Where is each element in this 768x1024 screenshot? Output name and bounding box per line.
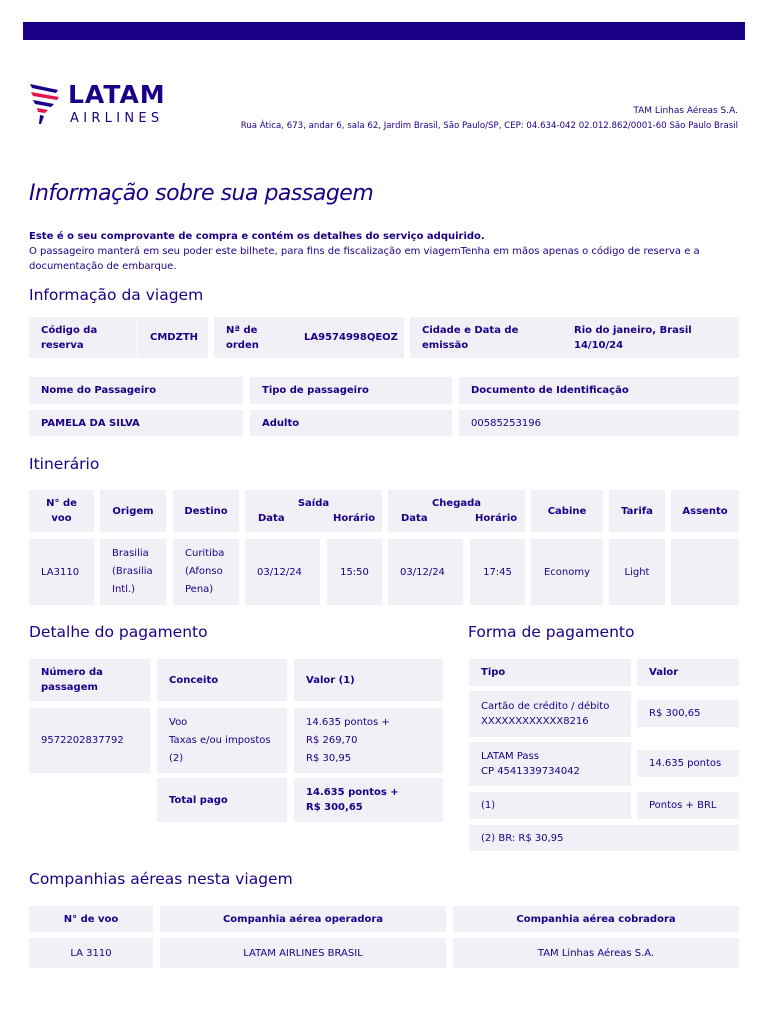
itin-header-arrival	[388, 490, 525, 532]
reservation-code-label: Código da reserva	[29, 317, 137, 358]
payment-header-concept: Conceito	[157, 659, 287, 701]
airlines-heading: Companhias aéreas nesta viagem	[29, 870, 293, 888]
total-paid-label: Total pago	[157, 778, 287, 822]
value-line-2: R$ 269,70	[306, 734, 358, 746]
card-type-line-2: XXXXXXXXXXXX8216	[481, 716, 589, 727]
note-1-value: Pontos + BRL	[637, 792, 739, 819]
arrival-date-label: Data	[401, 513, 428, 524]
passenger-name-value: PAMELA DA SILVA	[29, 410, 243, 436]
logo-latam-text: LATAM	[68, 80, 166, 109]
airlines-flight-value: LA 3110	[29, 938, 153, 968]
payment-form-header-type: Tipo	[469, 659, 631, 686]
reservation-code-value: CMDZTH	[138, 317, 208, 358]
airlines-header-carrier: Companhia aérea cobradora	[453, 906, 739, 932]
latam-pass-line-2: CP 4541339734042	[481, 766, 580, 777]
company-info	[241, 104, 738, 134]
card-type	[469, 691, 631, 737]
departure-date-label: Data	[258, 513, 285, 524]
intro-body: O passageiro manterá em seu poder este bilhete, para fins de fiscalização em viagemTenha em mãos apenas o código de reserva e a documentação de embarque.	[29, 246, 700, 272]
airlines-operator-value: LATAM AIRLINES BRASIL	[160, 938, 446, 968]
issue-date: 14/10/24	[574, 339, 624, 351]
passenger-type-label: Tipo de passageiro	[250, 377, 452, 404]
note-1-type: (1)	[469, 792, 631, 819]
airlines-header-flight: N° de voo	[29, 906, 153, 932]
company-name: TAM Linhas Aéreas S.A.	[633, 106, 738, 116]
total-line-2: R$ 300,65	[306, 802, 363, 813]
payment-header-ticket: Número da passagem	[29, 659, 150, 701]
arrival-time-label: Horário	[475, 513, 518, 524]
card-type-line-1: Cartão de crédito / débito	[481, 701, 610, 712]
itin-flight-value: LA3110	[29, 539, 94, 605]
order-value: LA9574998QEOZ	[292, 317, 404, 358]
trip-heading: Informação da viagem	[29, 286, 204, 304]
total-paid-value	[294, 778, 443, 822]
itin-header-departure	[245, 490, 382, 532]
concept-flight: Voo	[169, 716, 188, 728]
itin-cabin-value: Economy	[531, 539, 603, 605]
note-2: (2) BR: R$ 30,95	[469, 825, 739, 851]
itin-header-origin: Origem	[100, 490, 166, 532]
departure-time-label: Horário	[333, 513, 376, 524]
issue-city: Rio do janeiro, Brasil	[574, 324, 692, 336]
latam-bird-icon	[28, 80, 64, 128]
airlines-header-operator: Companhia aérea operadora	[160, 906, 446, 932]
itin-seat-value	[671, 539, 739, 605]
itin-header-seat: Assento	[671, 490, 739, 532]
itin-arr-time-value: 17:45	[470, 539, 525, 605]
value-line-1: 14.635 pontos +	[306, 716, 390, 728]
card-value: R$ 300,65	[637, 700, 739, 727]
issue-label: Cidade e Data de emissão	[410, 317, 562, 358]
page-title: Informação sobre sua passagem	[29, 181, 374, 206]
top-bar	[23, 22, 745, 40]
total-line-1: 14.635 pontos +	[306, 787, 399, 798]
itin-origin-value: Brasilia (Brasilia Intl.)	[100, 539, 166, 605]
intro-bold: Este é o seu comprovante de compra e contém os detalhes do serviço adquirido.	[29, 231, 485, 242]
itin-fare-value: Light	[609, 539, 665, 605]
airlines-carrier-value: TAM Linhas Aéreas S.A.	[453, 938, 739, 968]
payment-header-value: Valor (1)	[294, 659, 443, 701]
passenger-doc-label: Documento de Identificação	[459, 377, 739, 404]
itin-destination-value: Curitiba (Afonso Pena)	[173, 539, 239, 605]
logo-airlines-text: AIRLINES	[70, 111, 164, 126]
payment-form-heading: Forma de pagamento	[468, 623, 635, 641]
latam-logo	[28, 80, 198, 128]
concept-taxes: Taxas e/ou impostos (2)	[169, 734, 271, 764]
payment-concept-value	[157, 708, 287, 773]
departure-label: Saída	[297, 498, 330, 509]
payment-form-header-value: Valor	[637, 659, 739, 686]
itin-header-fare: Tarifa	[609, 490, 665, 532]
itin-header-destination: Destino	[173, 490, 239, 532]
itinerary-heading: Itinerário	[29, 455, 100, 473]
company-address: Rua Ática, 673, andar 6, sala 62, Jardim Brasil, São Paulo/SP, CEP: 04.634-042 02.012.862/0001-60 São Paulo Brasil	[240, 121, 738, 131]
latam-pass-type	[469, 742, 631, 786]
itin-dep-date-value: 03/12/24	[245, 539, 320, 605]
value-line-3: R$ 30,95	[306, 752, 352, 764]
itin-arr-date-value: 03/12/24	[388, 539, 463, 605]
itin-header-flight: N° de voo	[29, 490, 94, 532]
latam-pass-value: 14.635 pontos	[637, 750, 739, 777]
itin-dep-time-value: 15:50	[327, 539, 382, 605]
order-label: Nª de orden	[214, 317, 292, 358]
payment-detail-heading: Detalhe do pagamento	[29, 623, 208, 641]
passenger-type-value: Adulto	[250, 410, 452, 436]
arrival-label: Chegada	[431, 498, 482, 509]
passenger-doc-value: 00585253196	[459, 410, 739, 436]
payment-value-value	[294, 708, 443, 773]
itin-header-cabin: Cabine	[531, 490, 603, 532]
issue-value	[562, 317, 739, 358]
intro-text	[29, 229, 739, 274]
latam-pass-line-1: LATAM Pass	[481, 751, 539, 762]
passenger-name-label: Nome do Passageiro	[29, 377, 243, 404]
payment-ticket-value: 9572202837792	[29, 708, 150, 773]
